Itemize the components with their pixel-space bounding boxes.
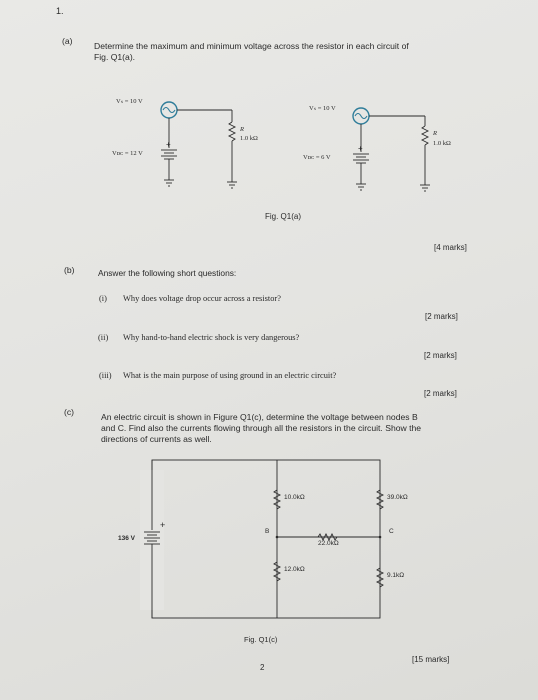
- fig-q1c-caption: Fig. Q1(c): [244, 635, 278, 644]
- circuit1-r-label: R: [240, 126, 244, 133]
- circuit1-r-value: 1.0 kΩ: [240, 135, 258, 142]
- circuit2-r-label: R: [433, 130, 437, 137]
- node-b-dot: [276, 536, 279, 539]
- resistor-22k-label: 22.0kΩ: [318, 540, 339, 547]
- resistor-10k-label: 10.0kΩ: [284, 494, 305, 501]
- ground-icon-circuit1b: [227, 182, 237, 188]
- svg-text:+: +: [160, 520, 166, 530]
- question-b-ii-marks: [2 marks]: [424, 351, 457, 360]
- question-b-iii-marks: [2 marks]: [424, 389, 457, 398]
- part-c-text-line1: An electric circuit is shown in Figure Q1(c), determine the voltage between nodes B: [101, 412, 418, 422]
- fig-q1a-caption: Fig. Q1(a): [265, 212, 302, 221]
- circuit2-vs-label: Vₛ = 10 V: [309, 105, 336, 112]
- ground-icon-circuit2b: [420, 185, 430, 191]
- part-c-label: (c): [64, 407, 75, 417]
- node-c-label: C: [389, 528, 394, 535]
- ground-icon-circuit1a: [164, 180, 174, 186]
- ac-wave-icon-circuit2: [355, 114, 367, 119]
- circuit2-r-value: 1.0 kΩ: [433, 140, 451, 147]
- ac-wave-icon-circuit1: [163, 108, 175, 113]
- resistor-39k-label: 39.0kΩ: [387, 494, 408, 501]
- part-a-marks: [4 marks]: [434, 243, 467, 252]
- question-b-iii-num: (iii): [99, 371, 112, 380]
- part-c-text-line2: and C. Find also the currents flowing through all the resistors in the circuit. Show the: [101, 423, 422, 433]
- node-b-label: B: [265, 528, 270, 535]
- question-b-i-marks: [2 marks]: [425, 312, 458, 321]
- question-number: 1.: [56, 6, 64, 16]
- part-b-intro: Answer the following short questions:: [98, 268, 237, 278]
- question-b-ii-num: (ii): [98, 333, 109, 342]
- page-number: 2: [260, 663, 265, 672]
- resistor-9k1-label: 9.1kΩ: [387, 572, 405, 579]
- question-b-iii-text: What is the main purpose of using ground in an electric circuit?: [123, 371, 337, 380]
- ground-icon-circuit2a: [356, 184, 366, 190]
- question-b-ii-text: Why hand-to-hand electric shock is very dangerous?: [123, 333, 300, 342]
- part-b-label: (b): [64, 265, 75, 275]
- node-c-dot: [379, 536, 382, 539]
- resistor-icon-circuit1: [229, 122, 235, 141]
- circuit2-vdc-label: Vᴅᴄ = 6 V: [303, 154, 331, 161]
- dc-battery-icon-circuit2: [353, 154, 369, 163]
- resistor-icon-circuit2: [422, 126, 428, 145]
- question-b-i-num: (i): [99, 294, 107, 303]
- part-c-marks: [15 marks]: [412, 655, 450, 664]
- svg-text:+: +: [166, 140, 171, 149]
- part-a-text-line1: Determine the maximum and minimum voltage across the resistor in each circuit of: [94, 41, 409, 51]
- svg-text:+: +: [358, 144, 363, 153]
- part-a-label: (a): [62, 36, 73, 46]
- circuit1-vdc-label: Vᴅᴄ = 12 V: [112, 150, 143, 157]
- resistor-12k-label: 12.0kΩ: [284, 566, 305, 573]
- source-136v-label: 136 V: [118, 535, 135, 542]
- part-c-text-line3: directions of currents as well.: [101, 434, 212, 444]
- question-b-i-text: Why does voltage drop occur across a resistor?: [123, 294, 281, 303]
- circuit1-vs-label: Vₛ = 10 V: [116, 98, 143, 105]
- part-a-text-line2: Fig. Q1(a).: [94, 52, 136, 62]
- dc-battery-icon-circuit1: [161, 150, 177, 159]
- circuit-c-frame: [152, 460, 380, 618]
